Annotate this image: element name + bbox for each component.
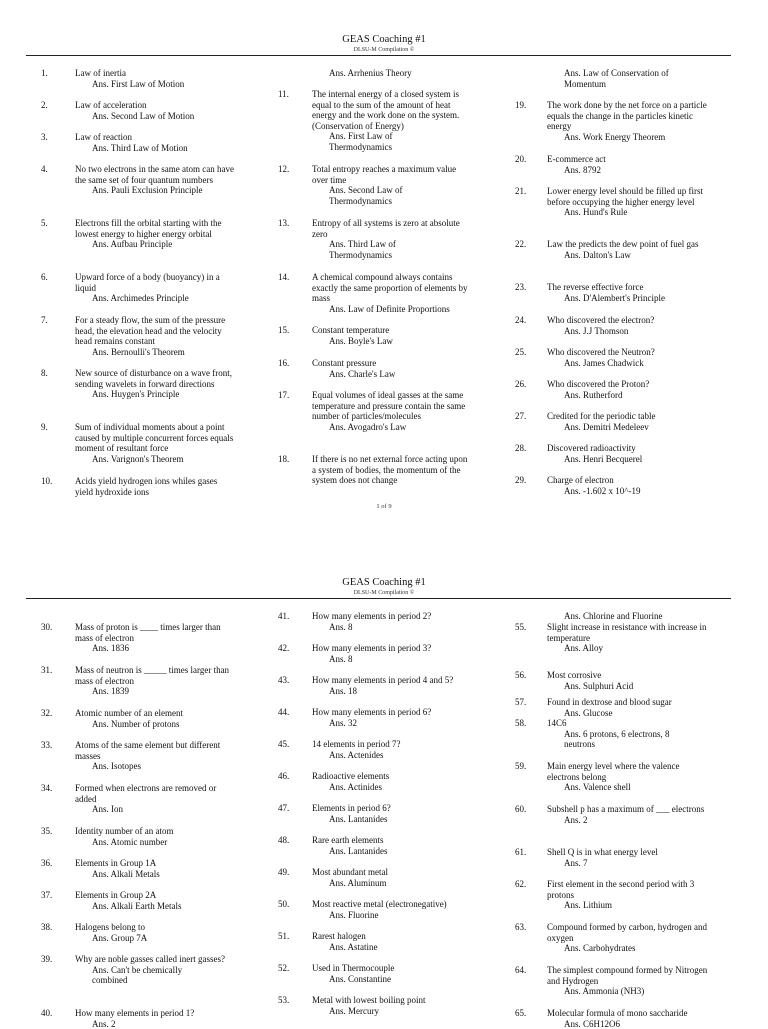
- question-text: Why are noble gasses called inert gasses?: [75, 954, 235, 965]
- question-text: Rarest halogen: [312, 931, 468, 942]
- question-number: 9.: [41, 422, 48, 433]
- question-text: Upward force of a body (buoyancy) in a liquid: [75, 272, 235, 293]
- question-text: Radioactive elements: [312, 771, 468, 782]
- question-text: Law the predicts the dew point of fuel gas: [547, 239, 713, 250]
- question-text: Slight increase in resistance with increase in temperature: [547, 622, 713, 643]
- answer-text: Ans. Alkali Metals: [75, 869, 235, 880]
- question-number: 25.: [515, 347, 526, 358]
- question-number: 46.: [278, 771, 289, 782]
- question-number: 34.: [41, 783, 52, 794]
- question-number: 59.: [515, 761, 526, 772]
- question-text: Who discovered the electron?: [547, 315, 713, 326]
- question-text: 14C6: [547, 718, 713, 729]
- answer-text: Ans. Sulphuri Acid: [547, 681, 713, 692]
- question-number: 42.: [278, 643, 289, 654]
- answer-text: Ans. Astatine: [312, 942, 468, 953]
- answer-text: Ans. 32: [312, 718, 468, 729]
- question-number: 15.: [278, 325, 289, 336]
- question-number: 16.: [278, 358, 289, 369]
- question-number: 55.: [515, 622, 526, 633]
- question-text: Constant temperature: [312, 325, 468, 336]
- answer-text: Ans. Law of Definite Proportions: [312, 304, 468, 315]
- answer-text: Ans. Henri Becquerel: [547, 454, 713, 465]
- question-number: 39.: [41, 954, 52, 965]
- question-number: 18.: [278, 454, 289, 465]
- question-text: A chemical compound always contains exactly the same proportion of elements by mass: [312, 272, 468, 304]
- question-text: Elements in Group 2A: [75, 890, 235, 901]
- question-text: Rare earth elements: [312, 835, 468, 846]
- question-text: The internal energy of a closed system is equal to the sum of the amount of heat energy and the work done on the system. (Conservation of Energy): [312, 89, 468, 131]
- question-number: 47.: [278, 803, 289, 814]
- document-title: GEAS Coaching #1: [0, 34, 768, 45]
- question-number: 6.: [41, 272, 48, 283]
- question-text: Formed when electrons are removed or added: [75, 783, 235, 804]
- answer-text: Ans. 1839: [75, 686, 235, 697]
- answer-text: Ans. Lithium: [547, 900, 713, 911]
- answer-text: Ans. Lantanides: [312, 846, 468, 857]
- answer-text: Ans. Second Law of Motion: [75, 111, 235, 122]
- question-number: 63.: [515, 922, 526, 933]
- question-text: Law of inertia: [75, 68, 235, 79]
- question-text: Acids yield hydrogen ions whiles gases yield hydroxide ions: [75, 476, 235, 497]
- page-number: 1 of 9: [0, 503, 768, 510]
- question-text: Shell Q is in what energy level: [547, 847, 713, 858]
- answer-text: Ans. 2: [547, 815, 713, 826]
- answer-text: Ans. Dalton's Law: [547, 250, 713, 261]
- answer-text: Ans. Glucose: [547, 708, 713, 719]
- answer-text: Ans. -1.602 x 10^-19: [547, 486, 713, 497]
- answer-text: Ans. Aluminum: [312, 878, 468, 889]
- question-number: 43.: [278, 675, 289, 686]
- answer-text: Ans. Arrhenius Theory: [312, 68, 468, 79]
- question-text: Elements in period 6?: [312, 803, 468, 814]
- answer-text: Ans. Isotopes: [75, 761, 235, 772]
- question-number: 53.: [278, 995, 289, 1006]
- question-text: 14 elements in period 7?: [312, 739, 468, 750]
- answer-text: Ans. Valence shell: [547, 782, 713, 793]
- question-text: Discovered radioactivity: [547, 443, 713, 454]
- question-number: 60.: [515, 804, 526, 815]
- question-number: 14.: [278, 272, 289, 283]
- question-number: 22.: [515, 239, 526, 250]
- question-text: Credited for the periodic table: [547, 411, 713, 422]
- answer-text: Ans. Demitri Medeleev: [547, 422, 713, 433]
- question-number: 26.: [515, 379, 526, 390]
- question-text: No two electrons in the same atom can have the same set of four quantum numbers: [75, 164, 235, 185]
- answer-text: Ans. 8792: [547, 165, 713, 176]
- question-number: 41.: [278, 611, 289, 622]
- question-number: 27.: [515, 411, 526, 422]
- question-text: Law of reaction: [75, 132, 235, 143]
- answer-text: Ans. Chlorine and Fluorine: [547, 611, 713, 622]
- answer-text: Ans. Huygen's Principle: [75, 389, 235, 400]
- question-number: 3.: [41, 132, 48, 143]
- question-text: Main energy level where the valence electrons belong: [547, 761, 713, 782]
- question-text: Who discovered the Neutron?: [547, 347, 713, 358]
- question-text: How many elements in period 2?: [312, 611, 468, 622]
- document-title: GEAS Coaching #1: [0, 577, 768, 588]
- answer-text: Ans. Alloy: [547, 643, 713, 654]
- question-number: 56.: [515, 670, 526, 681]
- question-number: 45.: [278, 739, 289, 750]
- question-number: 28.: [515, 443, 526, 454]
- question-number: 49.: [278, 867, 289, 878]
- answer-text: Ans. Ammonia (NH3): [547, 986, 713, 997]
- question-number: 11.: [278, 89, 289, 100]
- question-number: 5.: [41, 218, 48, 229]
- question-number: 58.: [515, 718, 526, 729]
- header-rule: [26, 55, 731, 56]
- question-number: 30.: [41, 622, 52, 633]
- answer-text: Ans. James Chadwick: [547, 358, 713, 369]
- question-text: Mass of proton is ____ times larger than mass of electron: [75, 622, 235, 643]
- question-number: 21.: [515, 186, 526, 197]
- question-text: How many elements in period 6?: [312, 707, 468, 718]
- question-number: 24.: [515, 315, 526, 326]
- question-number: 38.: [41, 922, 52, 933]
- question-text: E-commerce act: [547, 154, 713, 165]
- question-number: 50.: [278, 899, 289, 910]
- answer-text: Ans. Varignon's Theorem: [75, 454, 235, 465]
- question-text: Total entropy reaches a maximum value over time: [312, 164, 468, 185]
- page-header: [0, 34, 768, 53]
- question-text: Charge of electron: [547, 475, 713, 486]
- answer-text: Ans. 7: [547, 858, 713, 869]
- question-number: 62.: [515, 879, 526, 890]
- question-number: 65.: [515, 1008, 526, 1019]
- question-number: 13.: [278, 218, 289, 229]
- question-number: 35.: [41, 826, 52, 837]
- answer-text: Ans. Actenides: [312, 750, 468, 761]
- answer-text: Ans. Second Law of Thermodynamics: [312, 185, 468, 206]
- question-number: 64.: [515, 965, 526, 976]
- question-text: Metal with lowest boiling point: [312, 995, 468, 1006]
- answer-text: Ans. 1836: [75, 643, 235, 654]
- question-number: 52.: [278, 963, 289, 974]
- question-number: 4.: [41, 164, 48, 175]
- question-number: 36.: [41, 858, 52, 869]
- answer-text: Ans. Can't be chemically combined: [75, 965, 235, 986]
- answer-text: Ans. 8: [312, 622, 468, 633]
- answer-text: Ans. First Law of Motion: [75, 79, 235, 90]
- answer-text: Ans. Bernoulli's Theorem: [75, 347, 235, 358]
- question-text: Identity number of an atom: [75, 826, 235, 837]
- question-text: Atoms of the same element but different masses: [75, 740, 235, 761]
- answer-text: Ans. Lantanides: [312, 814, 468, 825]
- answer-text: Ans. 8: [312, 654, 468, 665]
- answer-text: Ans. Group 7A: [75, 933, 235, 944]
- question-text: Most corrosive: [547, 670, 713, 681]
- answer-text: Ans. Hund's Rule: [547, 207, 713, 218]
- question-text: New source of disturbance on a wave front, sending wavelets in forward directions: [75, 368, 235, 389]
- question-number: 17.: [278, 390, 289, 401]
- answer-text: Ans. Ion: [75, 804, 235, 815]
- answer-text: Ans. 18: [312, 686, 468, 697]
- question-text: Constant pressure: [312, 358, 468, 369]
- answer-text: Ans. Number of protons: [75, 719, 235, 730]
- question-text: The simplest compound formed by Nitrogen and Hydrogen: [547, 965, 713, 986]
- question-number: 48.: [278, 835, 289, 846]
- question-text: Most reactive metal (electronegative): [312, 899, 468, 910]
- question-number: 40.: [41, 1008, 52, 1019]
- answer-text: Ans. Alkali Earth Metals: [75, 901, 235, 912]
- question-number: 51.: [278, 931, 289, 942]
- answer-text: Ans. Aufbau Principle: [75, 239, 235, 250]
- question-text: For a steady flow, the sum of the pressure head, the elevation head and the velocity head remains constant: [75, 315, 235, 347]
- question-number: 33.: [41, 740, 52, 751]
- question-text: How many elements in period 3?: [312, 643, 468, 654]
- question-text: Molecular formula of mono saccharide: [547, 1008, 713, 1019]
- question-number: 44.: [278, 707, 289, 718]
- header-rule: [26, 598, 731, 599]
- answer-text: Ans. Constantine: [312, 974, 468, 985]
- question-number: 20.: [515, 154, 526, 165]
- answer-text: Ans. Archimedes Principle: [75, 293, 235, 304]
- question-number: 23.: [515, 282, 526, 293]
- answer-text: Ans. Charle's Law: [312, 369, 468, 380]
- question-number: 19.: [515, 100, 526, 111]
- question-number: 2.: [41, 100, 48, 111]
- question-text: Atomic number of an element: [75, 708, 235, 719]
- question-number: 1.: [41, 68, 48, 79]
- answer-text: Ans. Fluorine: [312, 910, 468, 921]
- answer-text: Ans. 6 protons, 6 electrons, 8 neutrons: [547, 729, 713, 750]
- answer-text: Ans. Law of Conservation of Momentum: [547, 68, 713, 89]
- question-text: Law of acceleration: [75, 100, 235, 111]
- question-text: Subshell p has a maximum of ___ electrons: [547, 804, 713, 815]
- question-text: Mass of neutron is _____ times larger than mass of electron: [75, 665, 235, 686]
- question-text: Elements in Group 1A: [75, 858, 235, 869]
- question-text: Lower energy level should be filled up first before occupying the higher energy level: [547, 186, 713, 207]
- question-text: Sum of individual moments about a point caused by multiple concurrent forces equals moment of resultant force: [75, 422, 235, 454]
- document-subtitle: DLSU-M Compilation ©: [0, 47, 768, 53]
- question-text: Compound formed by carbon, hydrogen and oxygen: [547, 922, 713, 943]
- question-text: Equal volumes of ideal gasses at the same temperature and pressure contain the same number of particles/molecules: [312, 390, 468, 422]
- question-text: Who discovered the Proton?: [547, 379, 713, 390]
- question-text: How many elements in period 1?: [75, 1008, 235, 1019]
- question-number: 10.: [41, 476, 52, 487]
- question-text: If there is no net external force acting upon a system of bodies, the momentum of the system does not change: [312, 454, 468, 486]
- question-text: First element in the second period with 3 protons: [547, 879, 713, 900]
- question-text: Most abundant metal: [312, 867, 468, 878]
- question-number: 61.: [515, 847, 526, 858]
- question-text: The work done by the net force on a particle equals the change in the particles kinetic energy: [547, 100, 713, 132]
- answer-text: Ans. D'Alembert's Principle: [547, 293, 713, 304]
- question-number: 32.: [41, 708, 52, 719]
- answer-text: Ans. 2: [75, 1019, 235, 1029]
- answer-text: Ans. Boyle's Law: [312, 336, 468, 347]
- question-text: Entropy of all systems is zero at absolute zero: [312, 218, 468, 239]
- answer-text: Ans. Third Law of Thermodynamics: [312, 239, 468, 260]
- question-text: The reverse effective force: [547, 282, 713, 293]
- question-text: Electrons fill the orbital starting with the lowest energy to higher energy orbital: [75, 218, 235, 239]
- question-text: How many elements in period 4 and 5?: [312, 675, 468, 686]
- question-number: 12.: [278, 164, 289, 175]
- answer-text: Ans. Atomic number: [75, 837, 235, 848]
- answer-text: Ans. C6H12O6: [547, 1019, 713, 1029]
- answer-text: Ans. Third Law of Motion: [75, 143, 235, 154]
- answer-text: Ans. Actinides: [312, 782, 468, 793]
- answer-text: Ans. Carbohydrates: [547, 943, 713, 954]
- question-number: 29.: [515, 475, 526, 486]
- answer-text: Ans. Pauli Exclusion Principle: [75, 185, 235, 196]
- page-header: [0, 577, 768, 596]
- answer-text: Ans. J.J Thomson: [547, 326, 713, 337]
- question-text: Used in Thermocouple: [312, 963, 468, 974]
- answer-text: Ans. Mercury: [312, 1006, 468, 1017]
- answer-text: Ans. Avogadro's Law: [312, 422, 468, 433]
- document-subtitle: DLSU-M Compilation ©: [0, 590, 768, 596]
- answer-text: Ans. First Law of Thermodynamics: [312, 131, 468, 152]
- answer-text: Ans. Rutherford: [547, 390, 713, 401]
- question-number: 57.: [515, 697, 526, 708]
- question-number: 31.: [41, 665, 52, 676]
- question-text: Halogens belong to: [75, 922, 235, 933]
- question-text: Found in dextrose and blood sugar: [547, 697, 713, 708]
- question-number: 7.: [41, 315, 48, 326]
- question-number: 37.: [41, 890, 52, 901]
- question-number: 8.: [41, 368, 48, 379]
- answer-text: Ans. Work Energy Theorem: [547, 132, 713, 143]
